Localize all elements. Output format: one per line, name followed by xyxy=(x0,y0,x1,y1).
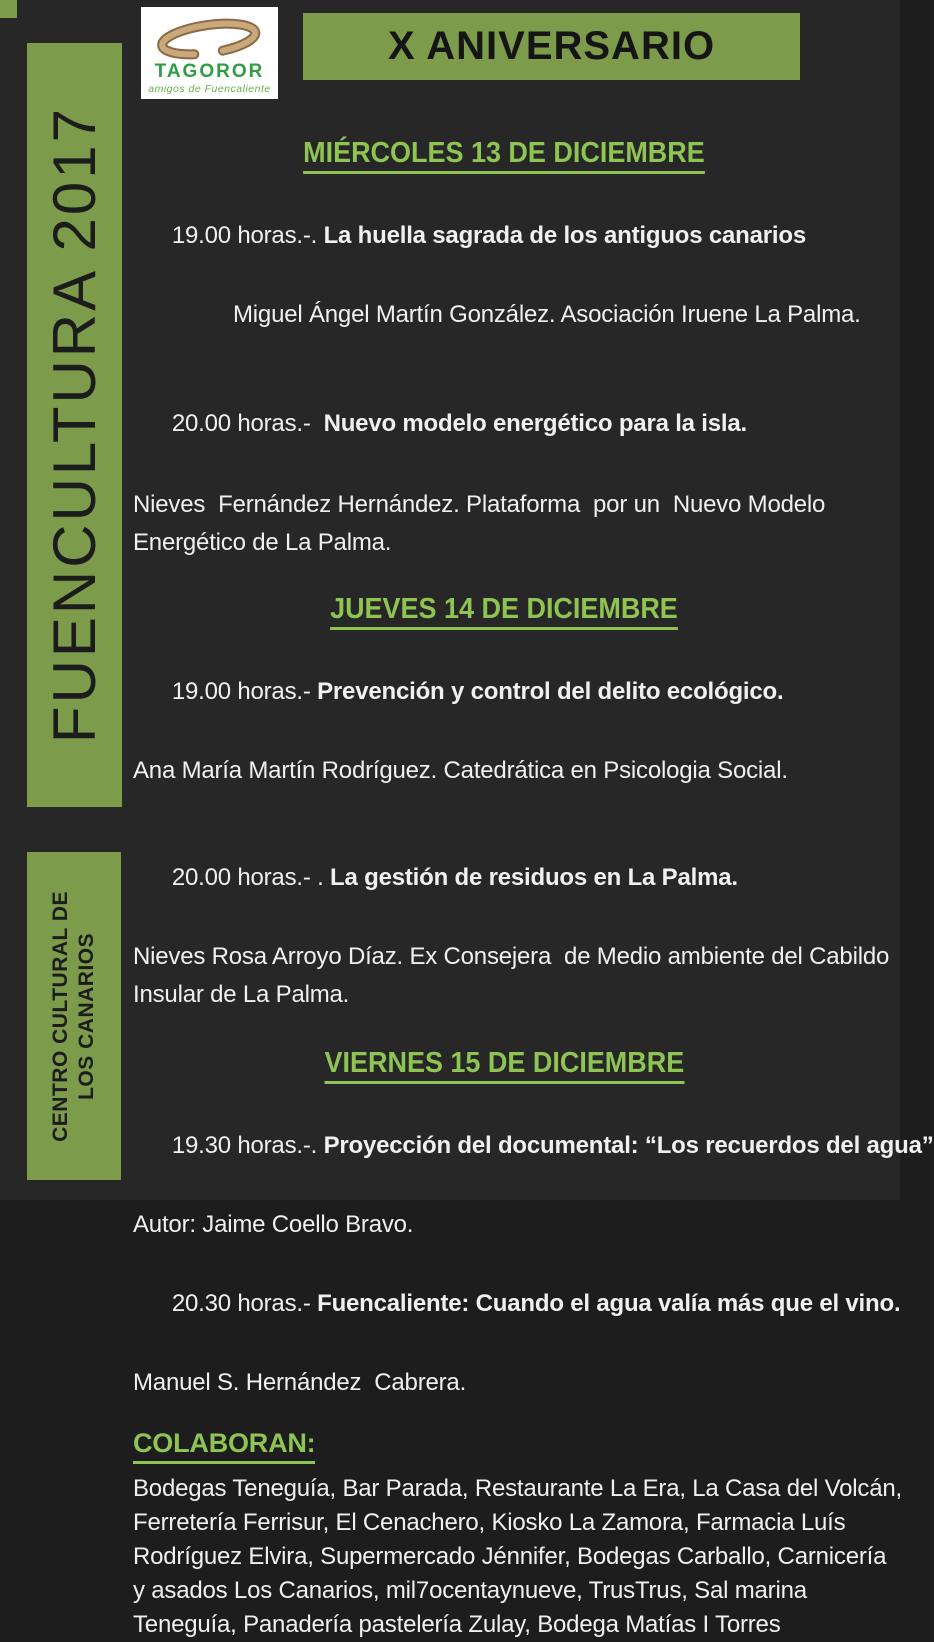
day-heading-text: VIERNES 15 DE DICIEMBRE xyxy=(324,1046,684,1084)
colaboran-heading xyxy=(133,1426,875,1464)
centro-line1: CENTRO CULTURAL DE xyxy=(49,890,72,1142)
centro-line2: LOS CANARIOS xyxy=(75,932,98,1100)
event-title: Nuevo modelo energético para la isla. xyxy=(323,410,747,437)
day-heading xyxy=(133,592,875,630)
event-speaker: Ana María Martín Rodríguez. Catedrática en Psicologia Social. xyxy=(133,757,788,784)
event-speaker: Nieves Fernández Hernández. Plataforma por un Nuevo Modelo xyxy=(133,491,826,518)
event-speaker: Miguel Ángel Martín González. Asociación Iruene La Palma. xyxy=(233,301,861,328)
side-banner-fuencultura xyxy=(27,43,122,807)
event-time: 19.00 horas.- xyxy=(171,678,318,705)
event-speaker: Nieves Rosa Arroyo Díaz. Ex Consejera de Medio ambiente del Cabildo xyxy=(133,943,890,970)
side-banner-fuencultura-text: FUENCULTURA 2017 xyxy=(41,106,108,744)
event-item xyxy=(133,1086,934,1206)
event-time: 19.30 horas.-. xyxy=(171,1132,324,1159)
tagoror-logo xyxy=(141,7,278,99)
event-time: 20.00 horas.- . xyxy=(171,864,331,891)
side-banner-centro-cultural-text xyxy=(48,891,100,1142)
sponsor-list xyxy=(133,1472,902,1642)
event-speaker: Energético de La Palma. xyxy=(133,529,392,556)
corner-decoration xyxy=(0,0,17,18)
event-speaker: Manuel S. Hernández Cabrera. xyxy=(133,1369,467,1396)
event-title: La gestión de residuos en La Palma. xyxy=(330,864,738,891)
colaboran-heading-text: COLABORAN: xyxy=(133,1426,315,1464)
event-item xyxy=(133,818,875,938)
event-speaker: Insular de La Palma. xyxy=(133,981,350,1008)
event-title: Prevención y control del delito ecológico. xyxy=(317,678,784,705)
event-item xyxy=(133,364,875,484)
side-banner-centro-cultural xyxy=(27,852,121,1180)
day-heading-text: MIÉRCOLES 13 DE DICIEMBRE xyxy=(303,136,705,174)
event-time: 20.00 horas.- xyxy=(171,410,324,437)
event-item xyxy=(133,1244,901,1364)
logo-name: TAGOROR xyxy=(154,61,265,82)
event-time: 20.30 horas.- xyxy=(171,1290,318,1317)
sponsor-line: Rodríguez Elvira, Supermercado Jénnifer, Bodegas Carballo, Carnicería xyxy=(133,1543,887,1570)
event-item xyxy=(133,632,875,752)
event-time: 19.00 horas.-. xyxy=(171,222,324,249)
day-heading xyxy=(133,130,875,174)
sponsor-line: Teneguía, Panadería pastelería Zulay, Bodega Matías I Torres xyxy=(133,1611,781,1638)
sponsor-line: Ferretería Ferrisur, El Cenachero, Kiosko La Zamora, Farmacia Luís xyxy=(133,1509,846,1536)
sponsor-line: y asados Los Canarios, mil7ocentaynueve, TrusTrus, Sal marina xyxy=(133,1577,807,1604)
event-item xyxy=(133,176,875,296)
event-speaker: Autor: Jaime Coello Bravo. xyxy=(133,1211,414,1238)
anniversary-title: X ANIVERSARIO xyxy=(387,24,716,68)
logo-tagline: amigos de Fuencaliente xyxy=(148,83,271,95)
day-heading-text: JUEVES 14 DE DICIEMBRE xyxy=(330,592,678,630)
day-heading xyxy=(133,1046,875,1084)
event-title: Proyección del documental: “Los recuerdos del agua” xyxy=(323,1132,934,1159)
sponsor-line: Bodegas Teneguía, Bar Parada, Restaurante La Era, La Casa del Volcán, xyxy=(133,1475,902,1502)
program-content xyxy=(133,130,934,1642)
event-title: Fuencaliente: Cuando el agua valía más que el vino. xyxy=(317,1290,901,1317)
anniversary-banner xyxy=(303,13,800,80)
event-title: La huella sagrada de los antiguos canarios xyxy=(323,222,806,249)
